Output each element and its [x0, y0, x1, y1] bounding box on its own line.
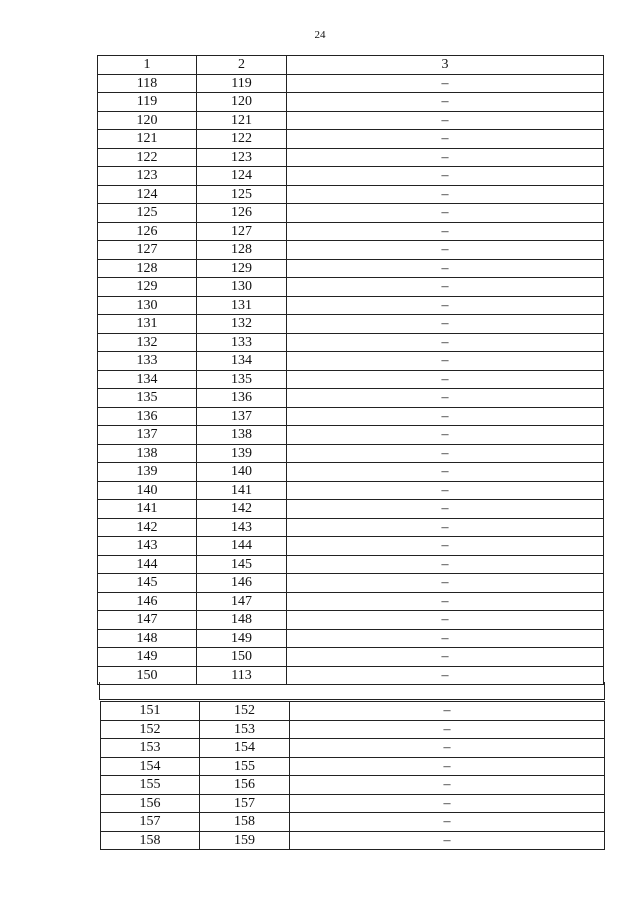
table-row	[98, 518, 604, 537]
table-row	[101, 720, 605, 739]
table-cell-col-3: –	[287, 666, 604, 685]
table-cell-col-1: 133	[98, 352, 197, 371]
table-row	[101, 757, 605, 776]
table-cell-col-1: 141	[98, 500, 197, 519]
table-row	[98, 315, 604, 334]
table-cell-col-2: 134	[197, 352, 287, 371]
table-cell-col-1: 143	[98, 537, 197, 556]
table-cell-col-1: 121	[98, 130, 197, 149]
table-row	[101, 794, 605, 813]
table-row	[98, 407, 604, 426]
table-cell-col-3: –	[287, 93, 604, 112]
table-cell-col-1: 139	[98, 463, 197, 482]
table-cell-col-1: 138	[98, 444, 197, 463]
table-cell-col-1: 158	[101, 831, 200, 850]
table-row	[98, 278, 604, 297]
table-cell-col-2: 154	[200, 739, 290, 758]
table-cell-col-2: 121	[197, 111, 287, 130]
table-cell-col-3: –	[290, 702, 605, 721]
header-col-2: 2	[197, 56, 287, 75]
table-cell-col-2: 145	[197, 555, 287, 574]
table-row	[101, 776, 605, 795]
table-cell-col-1: 131	[98, 315, 197, 334]
table-cell-col-3: –	[287, 370, 604, 389]
table-cell-col-3: –	[287, 407, 604, 426]
table-cell-col-2: 152	[200, 702, 290, 721]
table-cell-col-3: –	[287, 481, 604, 500]
table-cell-col-1: 126	[98, 222, 197, 241]
table-cell-col-3: –	[287, 629, 604, 648]
table-row	[98, 481, 604, 500]
table-row	[98, 352, 604, 371]
table-cell-col-2: 159	[200, 831, 290, 850]
table-row	[98, 463, 604, 482]
table-row	[98, 389, 604, 408]
table-cell-col-1: 144	[98, 555, 197, 574]
table-cell-col-2: 143	[197, 518, 287, 537]
table-row	[101, 813, 605, 832]
table-row	[98, 555, 604, 574]
table-cell-col-3: –	[287, 111, 604, 130]
table-cell-col-3: –	[287, 222, 604, 241]
table-cell-col-3: –	[287, 204, 604, 223]
table-cell-col-3: –	[287, 278, 604, 297]
table-cell-col-2: 132	[197, 315, 287, 334]
table-cell-col-2: 146	[197, 574, 287, 593]
table-cell-col-1: 130	[98, 296, 197, 315]
table-cell-col-2: 131	[197, 296, 287, 315]
table-cell-col-2: 157	[200, 794, 290, 813]
table-cell-col-3: –	[290, 776, 605, 795]
table-cell-col-3: –	[287, 352, 604, 371]
table-row	[98, 574, 604, 593]
table-cell-col-3: –	[290, 720, 605, 739]
table-cell-col-3: –	[287, 241, 604, 260]
table-cell-col-1: 120	[98, 111, 197, 130]
table-cell-col-3: –	[287, 185, 604, 204]
table-top-body	[98, 56, 604, 685]
table-row	[98, 93, 604, 112]
table-cell-col-2: 119	[197, 74, 287, 93]
table-cell-col-2: 129	[197, 259, 287, 278]
table-cell-col-1: 128	[98, 259, 197, 278]
table-cell-col-2: 120	[197, 93, 287, 112]
table-cell-col-3: –	[287, 444, 604, 463]
table-cell-col-3: –	[290, 757, 605, 776]
table-cell-col-1: 156	[101, 794, 200, 813]
table-row	[98, 185, 604, 204]
header-col-3: 3	[287, 56, 604, 75]
table-cell-col-2: 149	[197, 629, 287, 648]
table-cell-col-3: –	[287, 426, 604, 445]
table-cell-col-1: 134	[98, 370, 197, 389]
table-cell-col-2: 133	[197, 333, 287, 352]
table-cell-col-1: 140	[98, 481, 197, 500]
table-cell-col-1: 118	[98, 74, 197, 93]
table-cell-col-2: 127	[197, 222, 287, 241]
table-row	[98, 648, 604, 667]
data-table-bottom	[100, 701, 605, 850]
table-cell-col-2: 136	[197, 389, 287, 408]
table-row	[98, 167, 604, 186]
table-row	[98, 111, 604, 130]
table-cell-col-2: 158	[200, 813, 290, 832]
table-row	[98, 611, 604, 630]
table-row	[101, 702, 605, 721]
table-row	[98, 592, 604, 611]
table-cell-col-3: –	[287, 463, 604, 482]
table-row	[98, 500, 604, 519]
table-cell-col-1: 135	[98, 389, 197, 408]
table-spacer-row	[99, 682, 605, 700]
table-row	[98, 204, 604, 223]
table-cell-col-2: 113	[197, 666, 287, 685]
table-cell-col-1: 157	[101, 813, 200, 832]
table-cell-col-1: 147	[98, 611, 197, 630]
table-row	[98, 130, 604, 149]
table-cell-col-1: 146	[98, 592, 197, 611]
table-cell-col-3: –	[287, 555, 604, 574]
table-cell-col-3: –	[287, 296, 604, 315]
table-cell-col-2: 155	[200, 757, 290, 776]
table-cell-col-3: –	[290, 813, 605, 832]
table-cell-col-2: 140	[197, 463, 287, 482]
table-cell-col-2: 147	[197, 592, 287, 611]
data-table-top	[97, 55, 604, 685]
table-cell-col-1: 152	[101, 720, 200, 739]
table-cell-col-1: 123	[98, 167, 197, 186]
table-cell-col-1: 119	[98, 93, 197, 112]
table-cell-col-3: –	[287, 74, 604, 93]
table-cell-col-1: 154	[101, 757, 200, 776]
table-cell-col-1: 137	[98, 426, 197, 445]
table-row	[98, 629, 604, 648]
table-cell-col-3: –	[287, 389, 604, 408]
table-cell-col-2: 130	[197, 278, 287, 297]
table-cell-col-2: 123	[197, 148, 287, 167]
table-row	[98, 426, 604, 445]
table-cell-col-1: 149	[98, 648, 197, 667]
table-cell-col-1: 124	[98, 185, 197, 204]
table-cell-col-2: 124	[197, 167, 287, 186]
table-cell-col-2: 137	[197, 407, 287, 426]
table-cell-col-3: –	[287, 315, 604, 334]
table-cell-col-3: –	[287, 518, 604, 537]
table-cell-col-1: 136	[98, 407, 197, 426]
table-cell-col-3: –	[287, 259, 604, 278]
table-row	[98, 241, 604, 260]
table-cell-col-3: –	[287, 500, 604, 519]
table-cell-col-1: 155	[101, 776, 200, 795]
table-cell-col-3: –	[287, 611, 604, 630]
table-cell-col-3: –	[287, 130, 604, 149]
table-cell-col-1: 142	[98, 518, 197, 537]
table-row	[98, 444, 604, 463]
table-cell-col-2: 150	[197, 648, 287, 667]
table-cell-col-2: 135	[197, 370, 287, 389]
table-cell-col-3: –	[287, 333, 604, 352]
table-row	[98, 296, 604, 315]
table-cell-col-3: –	[287, 148, 604, 167]
table-cell-col-2: 125	[197, 185, 287, 204]
table-cell-col-3: –	[290, 794, 605, 813]
table-cell-col-1: 145	[98, 574, 197, 593]
table-bottom-body	[101, 702, 605, 850]
table-cell-col-3: –	[287, 592, 604, 611]
table-row	[98, 537, 604, 556]
table-cell-col-2: 142	[197, 500, 287, 519]
table-cell-col-2: 156	[200, 776, 290, 795]
table-row	[101, 831, 605, 850]
table-cell-col-1: 148	[98, 629, 197, 648]
table-cell-col-1: 150	[98, 666, 197, 685]
table-cell-col-1: 153	[101, 739, 200, 758]
table-cell-col-2: 138	[197, 426, 287, 445]
table-row	[101, 739, 605, 758]
table-row	[98, 222, 604, 241]
table-cell-col-1: 125	[98, 204, 197, 223]
table-cell-col-2: 144	[197, 537, 287, 556]
table-cell-col-3: –	[290, 739, 605, 758]
table-cell-col-3: –	[287, 167, 604, 186]
table-cell-col-3: –	[287, 574, 604, 593]
table-cell-col-1: 151	[101, 702, 200, 721]
table-cell-col-3: –	[287, 648, 604, 667]
table-row	[98, 148, 604, 167]
table-row	[98, 259, 604, 278]
table-cell-col-2: 141	[197, 481, 287, 500]
table-cell-col-1: 122	[98, 148, 197, 167]
table-cell-col-3: –	[290, 831, 605, 850]
header-col-1: 1	[98, 56, 197, 75]
table-cell-col-1: 132	[98, 333, 197, 352]
page-number: 24	[314, 29, 326, 41]
table-row	[98, 370, 604, 389]
table-row	[98, 333, 604, 352]
table-cell-col-1: 129	[98, 278, 197, 297]
table-cell-col-3: –	[287, 537, 604, 556]
table-cell-col-1: 127	[98, 241, 197, 260]
table-cell-col-2: 122	[197, 130, 287, 149]
table-cell-col-2: 139	[197, 444, 287, 463]
table-cell-col-2: 153	[200, 720, 290, 739]
table-cell-col-2: 126	[197, 204, 287, 223]
table-cell-col-2: 148	[197, 611, 287, 630]
table-cell-col-2: 128	[197, 241, 287, 260]
table-row	[98, 74, 604, 93]
table-header-row	[98, 56, 604, 75]
